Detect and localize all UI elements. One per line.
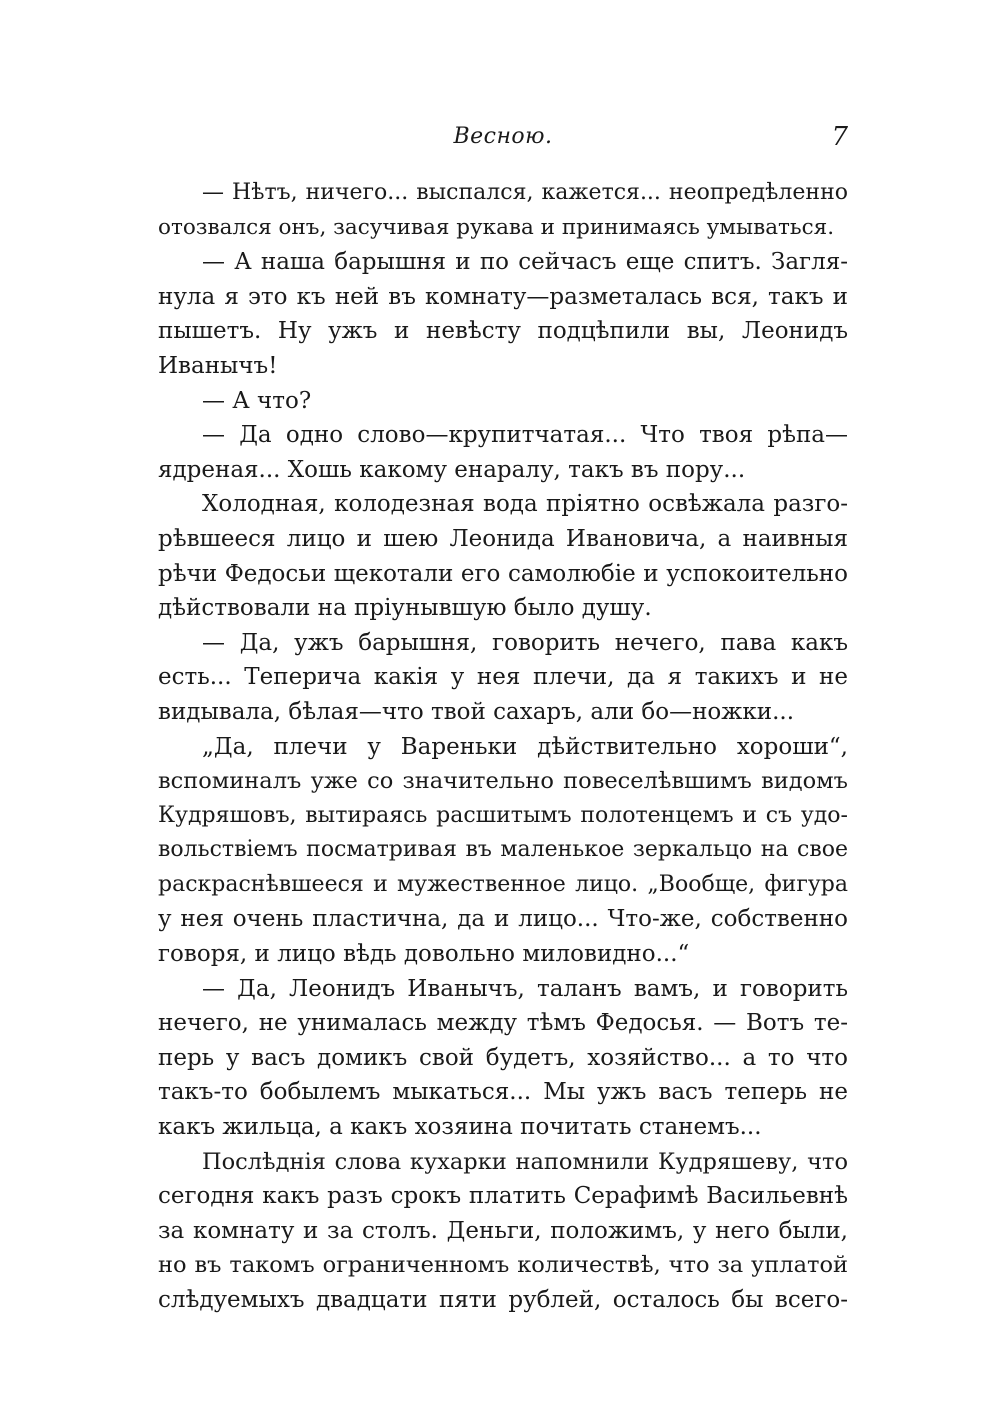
text-line: вспоминалъ уже со значительно повеселѣвшимъ видомъ <box>158 768 848 795</box>
text-line: — Да одно слово—крупитчатая... Что твоя рѣпа— <box>202 422 848 449</box>
text-line: дѣйствовали на пріунывшую было душу. <box>158 595 652 622</box>
text-line: „Да, плечи у Вареньки дѣйствительно хороши“, <box>202 733 848 760</box>
text-line: Кудряшовъ, вытираясь расшитымъ полотенцемъ и съ удо- <box>158 802 848 828</box>
running-head <box>158 124 848 156</box>
text-line: такъ-то бобылемъ мыкаться... Мы ужъ васъ теперь не <box>158 1079 848 1106</box>
text-line: видывала, бѣлая—что твой сахаръ, али бо—ножки... <box>158 698 795 725</box>
running-title: Весною. <box>453 124 553 149</box>
text-line: у нея очень пластична, да и лицо... Что-же, собственно <box>158 906 848 933</box>
text-line: — Нѣтъ, ничего... выспался, кажется... неопредѣленно <box>202 180 848 205</box>
text-line: Послѣднія слова кухарки напомнили Кудряшеву, что <box>202 1148 848 1175</box>
text-line: какъ жильца, а какъ хозяина почитать станемъ... <box>158 1114 762 1141</box>
text-line: говоря, и лицо вѣдь довольно миловидно...“ <box>158 941 690 968</box>
text-line: рѣчи Федосьи щекотали его самолюбіе и успокоительно <box>158 560 848 587</box>
text-line: пышетъ. Ну ужъ и невѣсту подцѣпили вы, Леонидъ <box>158 318 848 345</box>
text-line: нула я это къ ней въ комнату—разметалась вся, такъ и <box>158 283 848 310</box>
text-line: вольствіемъ посматривая въ маленькое зеркальцо на свое <box>158 837 848 863</box>
body-text <box>158 176 848 1318</box>
text-line: рѣвшееся лицо и шею Леонида Ивановича, а наивныя <box>158 525 848 552</box>
text-line: ядреная... Хошь какому енаралу, такъ въ пору... <box>158 456 746 483</box>
text-line: сегодня какъ разъ срокъ платить Серафимѣ Васильевнѣ <box>158 1183 848 1210</box>
text-line: слѣдуемыхъ двадцати пяти рублей, осталось бы всего- <box>158 1287 848 1313</box>
page-number: 7 <box>831 122 848 152</box>
text-line: раскраснѣвшееся и мужественное лицо. „Вообще, фигура <box>158 871 848 897</box>
text-line: Иванычъ! <box>158 352 278 379</box>
text-line: за комнату и за столъ. Деньги, положимъ, у него были, <box>158 1217 848 1244</box>
text-line: нечего, не унималась между тѣмъ Федосья. — Вотъ те- <box>158 1010 848 1037</box>
text-line: — А что? <box>202 387 312 414</box>
text-line: есть... Теперича какія у нея плечи, да я такихъ и не <box>158 664 848 691</box>
text-line: — А наша барышня и по сейчасъ еще спитъ. Загля- <box>202 249 848 276</box>
text-line: перь у васъ домикъ свой будетъ, хозяйство... а то что <box>158 1044 848 1071</box>
text-line: отозвался онъ, засучивая рукава и принимаясь умываться. <box>158 214 835 240</box>
text-line: — Да, ужъ барышня, говорить нечего, пава какъ <box>202 629 848 656</box>
text-line: Холодная, колодезная вода пріятно освѣжала разго- <box>202 491 848 518</box>
text-line: но въ такомъ ограниченномъ количествѣ, что за уплатой <box>158 1252 848 1279</box>
text-line: — Да, Леонидъ Иванычъ, таланъ вамъ, и говорить <box>202 975 848 1002</box>
